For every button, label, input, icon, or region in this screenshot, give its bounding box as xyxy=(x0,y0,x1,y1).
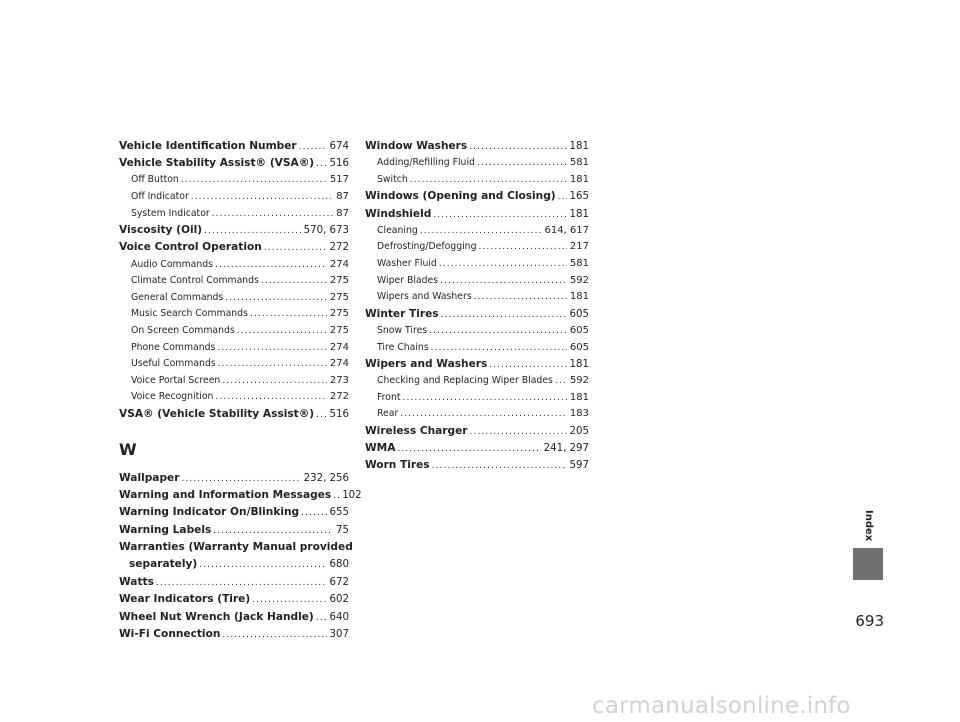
index-entry-text: Wipers and Washers xyxy=(377,291,472,303)
index-subentry xyxy=(365,373,589,390)
index-entry-text: Voice Control Operation xyxy=(119,241,262,254)
index-subentry xyxy=(365,155,589,172)
index-subentry xyxy=(365,256,589,273)
index-entry-text: Audio Commands xyxy=(131,258,214,270)
side-tab-label: Index xyxy=(863,510,874,542)
index-entry-text: Winter Tires xyxy=(365,307,439,320)
index-entry-text: Warning Indicator On/Blinking xyxy=(119,506,300,519)
index-subentry xyxy=(365,273,589,290)
index-entry-text: Vehicle Stability Assist® (VSA®) xyxy=(119,157,315,170)
index-entry xyxy=(365,423,589,440)
dot-leader xyxy=(215,389,326,406)
index-entry-text: Wi-Fi Connection xyxy=(119,627,221,640)
dot-leader xyxy=(420,223,542,240)
dot-leader xyxy=(204,223,301,240)
dot-leader xyxy=(212,206,334,223)
index-entry-text: Voice Portal Screen xyxy=(131,374,221,386)
index-entry xyxy=(365,356,589,373)
watermark: carmanualsonline.info xyxy=(592,693,851,719)
index-entry xyxy=(119,591,349,608)
index-entry xyxy=(119,138,349,155)
index-entry xyxy=(119,239,349,256)
index-group-v xyxy=(119,138,349,423)
page-reference: 672 xyxy=(329,577,349,589)
index-entry-text: Window Washers xyxy=(365,140,468,152)
dot-leader xyxy=(156,575,327,592)
index-entry-text: General Commands xyxy=(131,291,224,303)
page-reference: 181 xyxy=(569,173,589,185)
index-entry-text: Wheel Nut Wrench (Jack Handle) xyxy=(119,610,314,623)
dot-leader xyxy=(213,523,333,540)
dot-leader xyxy=(478,239,566,256)
dot-leader xyxy=(440,273,567,290)
dot-leader xyxy=(215,257,327,274)
index-entry xyxy=(119,155,349,172)
index-column-left xyxy=(119,138,362,643)
page-reference: 275 xyxy=(329,324,349,336)
page-reference: 605 xyxy=(569,324,589,336)
index-subentry xyxy=(365,223,589,240)
index-entry-text: Wipers and Washers xyxy=(365,358,488,371)
index-entry-text: Watts xyxy=(119,576,154,589)
index-subentry xyxy=(365,406,589,423)
index-entry-text: Warning and Information Messages xyxy=(119,489,332,502)
index-entry-text: Checking and Replacing Wiper Blades xyxy=(377,375,553,387)
dot-leader xyxy=(555,373,567,390)
dot-leader xyxy=(397,441,540,458)
page-reference: 275 xyxy=(329,308,349,320)
page-reference: 307 xyxy=(329,628,349,640)
index-subentry xyxy=(119,273,349,290)
index-entry xyxy=(119,470,349,487)
page-reference: 516 xyxy=(329,158,349,170)
index-entry-text: Cleaning xyxy=(377,224,418,236)
index-subentry xyxy=(119,172,349,189)
page-reference: 181 xyxy=(569,208,589,220)
dot-leader xyxy=(477,155,567,172)
index-entry-text: Wiper Blades xyxy=(377,274,439,286)
dot-leader xyxy=(558,189,567,206)
index-entry-text: Windshield xyxy=(365,207,432,220)
index-entry-text: Front xyxy=(377,391,401,403)
page-reference: 592 xyxy=(569,375,589,387)
page-reference: 102 xyxy=(342,490,362,502)
page-reference: 181 xyxy=(569,391,589,403)
index-subentry xyxy=(119,306,349,323)
dot-leader xyxy=(489,357,566,374)
page-reference: 516 xyxy=(329,408,349,420)
page-reference: 87 xyxy=(336,190,349,202)
index-group-w xyxy=(119,470,362,539)
dot-leader xyxy=(217,340,327,357)
dot-leader xyxy=(469,139,566,156)
dot-leader xyxy=(432,458,567,475)
dot-leader xyxy=(403,390,567,407)
page-reference: 75 xyxy=(336,524,349,536)
page-reference: 272 xyxy=(329,242,349,254)
index-entry-text: Voice Recognition xyxy=(131,391,214,403)
index-subentry xyxy=(365,239,589,256)
index-entry xyxy=(365,440,589,457)
dot-leader xyxy=(410,172,567,189)
page-reference: 581 xyxy=(569,257,589,269)
index-entry xyxy=(119,487,362,504)
index-entry-text: On Screen Commands xyxy=(131,324,235,336)
index-subentry xyxy=(365,390,589,407)
page-reference: 274 xyxy=(329,258,349,270)
dot-leader xyxy=(199,557,326,574)
index-entry xyxy=(119,522,349,539)
index-subentry xyxy=(365,289,589,306)
index-entry-text: Warranties (Warranty Manual provided xyxy=(119,540,353,553)
index-entry-text: Rear xyxy=(377,408,399,420)
dot-leader xyxy=(474,289,567,306)
page-reference: 87 xyxy=(336,207,349,219)
page-reference: 181 xyxy=(569,359,589,371)
index-entry-text: Useful Commands xyxy=(131,358,216,370)
page-reference: 592 xyxy=(569,274,589,286)
dot-leader xyxy=(250,306,327,323)
dot-leader xyxy=(441,307,567,324)
index-entry xyxy=(119,609,349,626)
dot-leader xyxy=(301,505,326,522)
page-reference: 232, 256 xyxy=(303,473,349,485)
page-reference: 655 xyxy=(329,507,349,519)
dot-leader xyxy=(299,139,327,156)
dot-leader xyxy=(433,207,566,224)
page-reference: 605 xyxy=(569,308,589,320)
dot-leader xyxy=(429,323,567,340)
dot-leader xyxy=(316,407,326,424)
index-subentry xyxy=(119,356,349,373)
index-entry-text: Warning Labels xyxy=(119,523,212,536)
index-entry-text: Viscosity (Oil) xyxy=(119,224,203,237)
index-entry xyxy=(365,188,589,205)
page-reference: 674 xyxy=(329,141,349,152)
index-entry-text: Wear Indicators (Tire) xyxy=(119,593,251,606)
section-letter: W xyxy=(119,440,137,460)
index-subentry xyxy=(365,172,589,189)
page-reference: 605 xyxy=(569,341,589,353)
page-reference: 602 xyxy=(329,594,349,606)
page-reference: 614, 617 xyxy=(544,224,589,236)
dot-leader xyxy=(252,592,326,609)
dot-leader xyxy=(222,373,327,390)
index-entry xyxy=(365,306,589,323)
index-subentry xyxy=(365,323,589,340)
page-reference: 597 xyxy=(569,460,589,472)
index-entry xyxy=(365,457,589,474)
index-entry-text: WMA xyxy=(365,442,396,455)
index-entry-text: Windows (Opening and Closing) xyxy=(365,190,556,203)
page-reference: 217 xyxy=(569,241,589,253)
dot-leader xyxy=(181,471,300,488)
dot-leader xyxy=(316,610,327,627)
page-reference: 517 xyxy=(329,174,349,186)
index-entry xyxy=(119,504,349,521)
index-subentry xyxy=(119,389,349,406)
index-subentry xyxy=(119,323,349,340)
index-entry-text: Vehicle Identification Number xyxy=(119,140,297,152)
dot-leader xyxy=(470,424,567,441)
page-reference: 570, 673 xyxy=(303,225,349,237)
dot-leader xyxy=(218,356,327,373)
page-reference: 274 xyxy=(329,341,349,353)
index-entry xyxy=(365,206,589,223)
index-entry-text: Phone Commands xyxy=(131,341,216,353)
page-reference: 581 xyxy=(569,157,589,169)
page-reference: 273 xyxy=(329,374,349,386)
side-tab-marker xyxy=(853,548,883,580)
page-reference: 181 xyxy=(569,141,589,152)
index-entry-warranties xyxy=(119,539,353,574)
index-entry xyxy=(365,138,589,155)
page-reference: 272 xyxy=(329,391,349,403)
index-entry-text: Defrosting/Defogging xyxy=(377,241,477,253)
index-subentry xyxy=(119,189,349,206)
page-reference: 680 xyxy=(329,559,349,571)
index-entry xyxy=(119,222,349,239)
index-entry-text: Off Button xyxy=(131,174,179,186)
dot-leader xyxy=(439,256,567,273)
index-group-w-continued xyxy=(119,574,349,643)
index-column-right xyxy=(365,138,589,475)
index-entry xyxy=(119,406,349,423)
index-entry xyxy=(119,574,349,591)
index-subentry xyxy=(119,340,349,357)
page-reference: 241, 297 xyxy=(543,443,589,455)
dot-leader xyxy=(261,273,327,290)
index-entry-text: Switch xyxy=(377,173,408,185)
index-subentry xyxy=(119,290,349,307)
page-number: 693 xyxy=(855,612,884,630)
page-reference: 274 xyxy=(329,358,349,370)
index-entry-text: Music Search Commands xyxy=(131,308,248,320)
page-reference: 275 xyxy=(329,291,349,303)
dot-leader xyxy=(181,172,327,189)
page-reference: 183 xyxy=(569,408,589,420)
index-entry-text: Snow Tires xyxy=(377,324,428,336)
dot-leader xyxy=(431,340,567,357)
index-entry-text: Climate Control Commands xyxy=(131,275,259,287)
index-entry-text: Off Indicator xyxy=(131,190,189,202)
dot-leader xyxy=(333,488,339,505)
index-subentry xyxy=(119,373,349,390)
page-reference: 205 xyxy=(569,426,589,438)
index-subentry xyxy=(119,206,349,223)
index-entry-text: Worn Tires xyxy=(365,459,430,472)
index-entry-text: Washer Fluid xyxy=(377,257,437,269)
index-entry-text: Wallpaper xyxy=(119,472,180,485)
dot-leader xyxy=(237,323,327,340)
dot-leader xyxy=(225,290,327,307)
dot-leader xyxy=(400,406,567,423)
page-reference: 275 xyxy=(329,275,349,287)
dot-leader xyxy=(191,189,334,206)
index-subentry xyxy=(119,257,349,274)
index-entry xyxy=(119,626,349,643)
page-reference: 640 xyxy=(329,611,349,623)
index-entry-text: separately) xyxy=(129,558,198,571)
dot-leader xyxy=(316,156,326,173)
dot-leader xyxy=(222,627,326,644)
page-reference: 181 xyxy=(569,291,589,303)
index-entry-text: VSA® (Vehicle Stability Assist®) xyxy=(119,407,315,420)
page-reference: 165 xyxy=(569,191,589,203)
index-entry-text: Adding/Refilling Fluid xyxy=(377,157,475,169)
index-entry-text: Wireless Charger xyxy=(365,425,468,438)
index-entry-text: System Indicator xyxy=(131,207,210,219)
index-subentry xyxy=(365,340,589,357)
dot-leader xyxy=(264,240,327,257)
index-entry-text: Tire Chains xyxy=(377,341,429,353)
